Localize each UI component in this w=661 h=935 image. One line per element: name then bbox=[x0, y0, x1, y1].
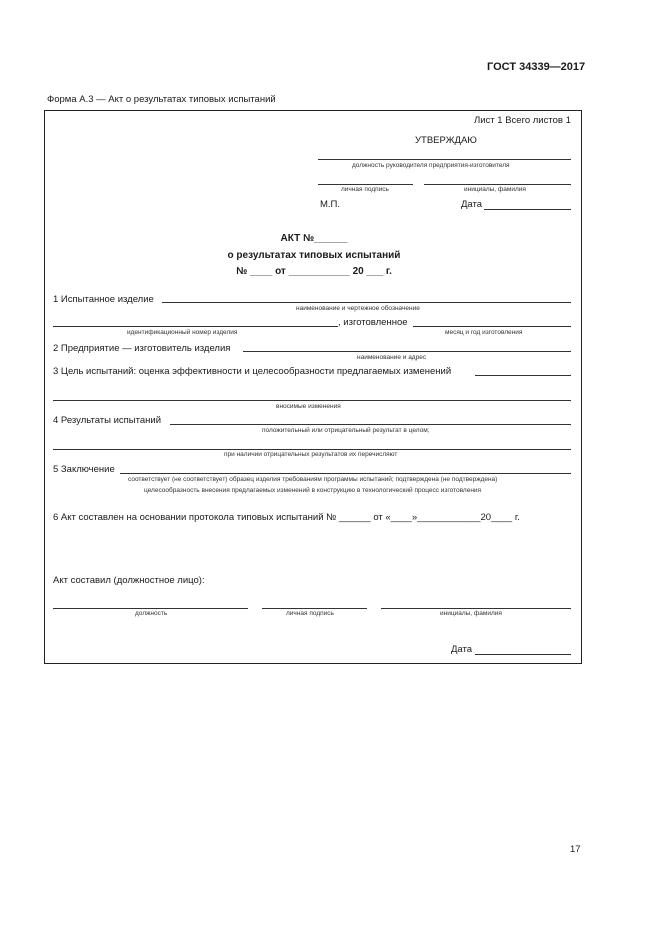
changes-caption: вносимые изменения bbox=[276, 403, 341, 410]
id-line[interactable] bbox=[53, 326, 338, 327]
purpose-label: 3 Цель испытаний: оценка эффективности и целесообразности предлагаемых изменений bbox=[53, 366, 452, 377]
conclusion-line[interactable] bbox=[120, 473, 571, 474]
results-caption: положительный или отрицательный результат в целом; bbox=[262, 427, 430, 434]
position-caption: должность руководителя предприятия-изготовителя bbox=[352, 162, 510, 169]
compiled-position-caption: должность bbox=[135, 610, 168, 617]
standard-number: ГОСТ 34339—2017 bbox=[487, 61, 586, 73]
compiled-signature-line[interactable] bbox=[262, 608, 367, 609]
signature-caption: личная подпись bbox=[341, 186, 389, 193]
compiled-label: Акт составил (должностное лицо): bbox=[53, 575, 205, 586]
conclusion-label: 5 Заключение bbox=[53, 464, 115, 475]
negative-line[interactable] bbox=[53, 449, 571, 450]
position-line[interactable] bbox=[318, 159, 571, 160]
compiled-date-line[interactable] bbox=[475, 654, 571, 655]
compiled-position-line[interactable] bbox=[53, 608, 248, 609]
compiled-initials-caption: инициалы, фамилия bbox=[440, 610, 502, 617]
initials-caption: инициалы, фамилия bbox=[464, 186, 526, 193]
act-number-line: № ____ от ___________ 20 ___ г. bbox=[236, 266, 392, 277]
id-caption: идентификационный номер изделия bbox=[127, 329, 238, 336]
item-caption: наименование и чертежное обозначение bbox=[296, 305, 420, 312]
manufactured-label: , изготовленное bbox=[338, 317, 408, 328]
results-line[interactable] bbox=[170, 424, 571, 425]
act-subtitle: о результатах типовых испытаний bbox=[227, 250, 401, 261]
approval-date-line[interactable] bbox=[484, 209, 571, 210]
month-line[interactable] bbox=[413, 326, 571, 327]
compiled-signature-caption: личная подпись bbox=[286, 610, 334, 617]
sheet-info: Лист 1 Всего листов 1 bbox=[474, 115, 571, 126]
item-line[interactable] bbox=[162, 302, 571, 303]
approval-date-label: Дата bbox=[461, 199, 483, 210]
enterprise-label: 2 Предприятие — изготовитель изделия bbox=[53, 343, 231, 354]
conclusion-caption-1: соответствует (не соответствует) образец изделия требованиям программы испытаний; подтверждена (не подтверждена) bbox=[128, 476, 498, 483]
seal-label: М.П. bbox=[320, 199, 341, 210]
initials-line[interactable] bbox=[424, 184, 571, 185]
form-caption: Форма А.3 — Акт о результатах типовых испытаний bbox=[47, 94, 276, 105]
compiled-date-label: Дата bbox=[451, 644, 473, 655]
month-caption: месяц и год изготовления bbox=[445, 329, 523, 336]
approval-title: УТВЕРЖДАЮ bbox=[415, 135, 477, 146]
results-label: 4 Результаты испытаний bbox=[53, 415, 162, 426]
protocol-line: 6 Акт составлен на основании протокола типовых испытаний № ______ от «____»____________20____ г. bbox=[53, 512, 520, 523]
signature-line[interactable] bbox=[318, 184, 413, 185]
act-title: АКТ №______ bbox=[280, 233, 348, 244]
page-number: 17 bbox=[570, 844, 581, 855]
negative-caption: при наличии отрицательных результатов их перечисляют bbox=[224, 451, 398, 458]
enterprise-caption: наименование и адрес bbox=[357, 354, 427, 361]
conclusion-caption-2: целесообразность внесения предлагаемых изменений в конструкцию в технологический процесс изготовления bbox=[144, 487, 482, 494]
purpose-line[interactable] bbox=[475, 375, 571, 376]
changes-line[interactable] bbox=[53, 400, 571, 401]
enterprise-line[interactable] bbox=[243, 351, 571, 352]
item-label: 1 Испытанное изделие bbox=[53, 294, 154, 305]
compiled-initials-line[interactable] bbox=[381, 608, 571, 609]
